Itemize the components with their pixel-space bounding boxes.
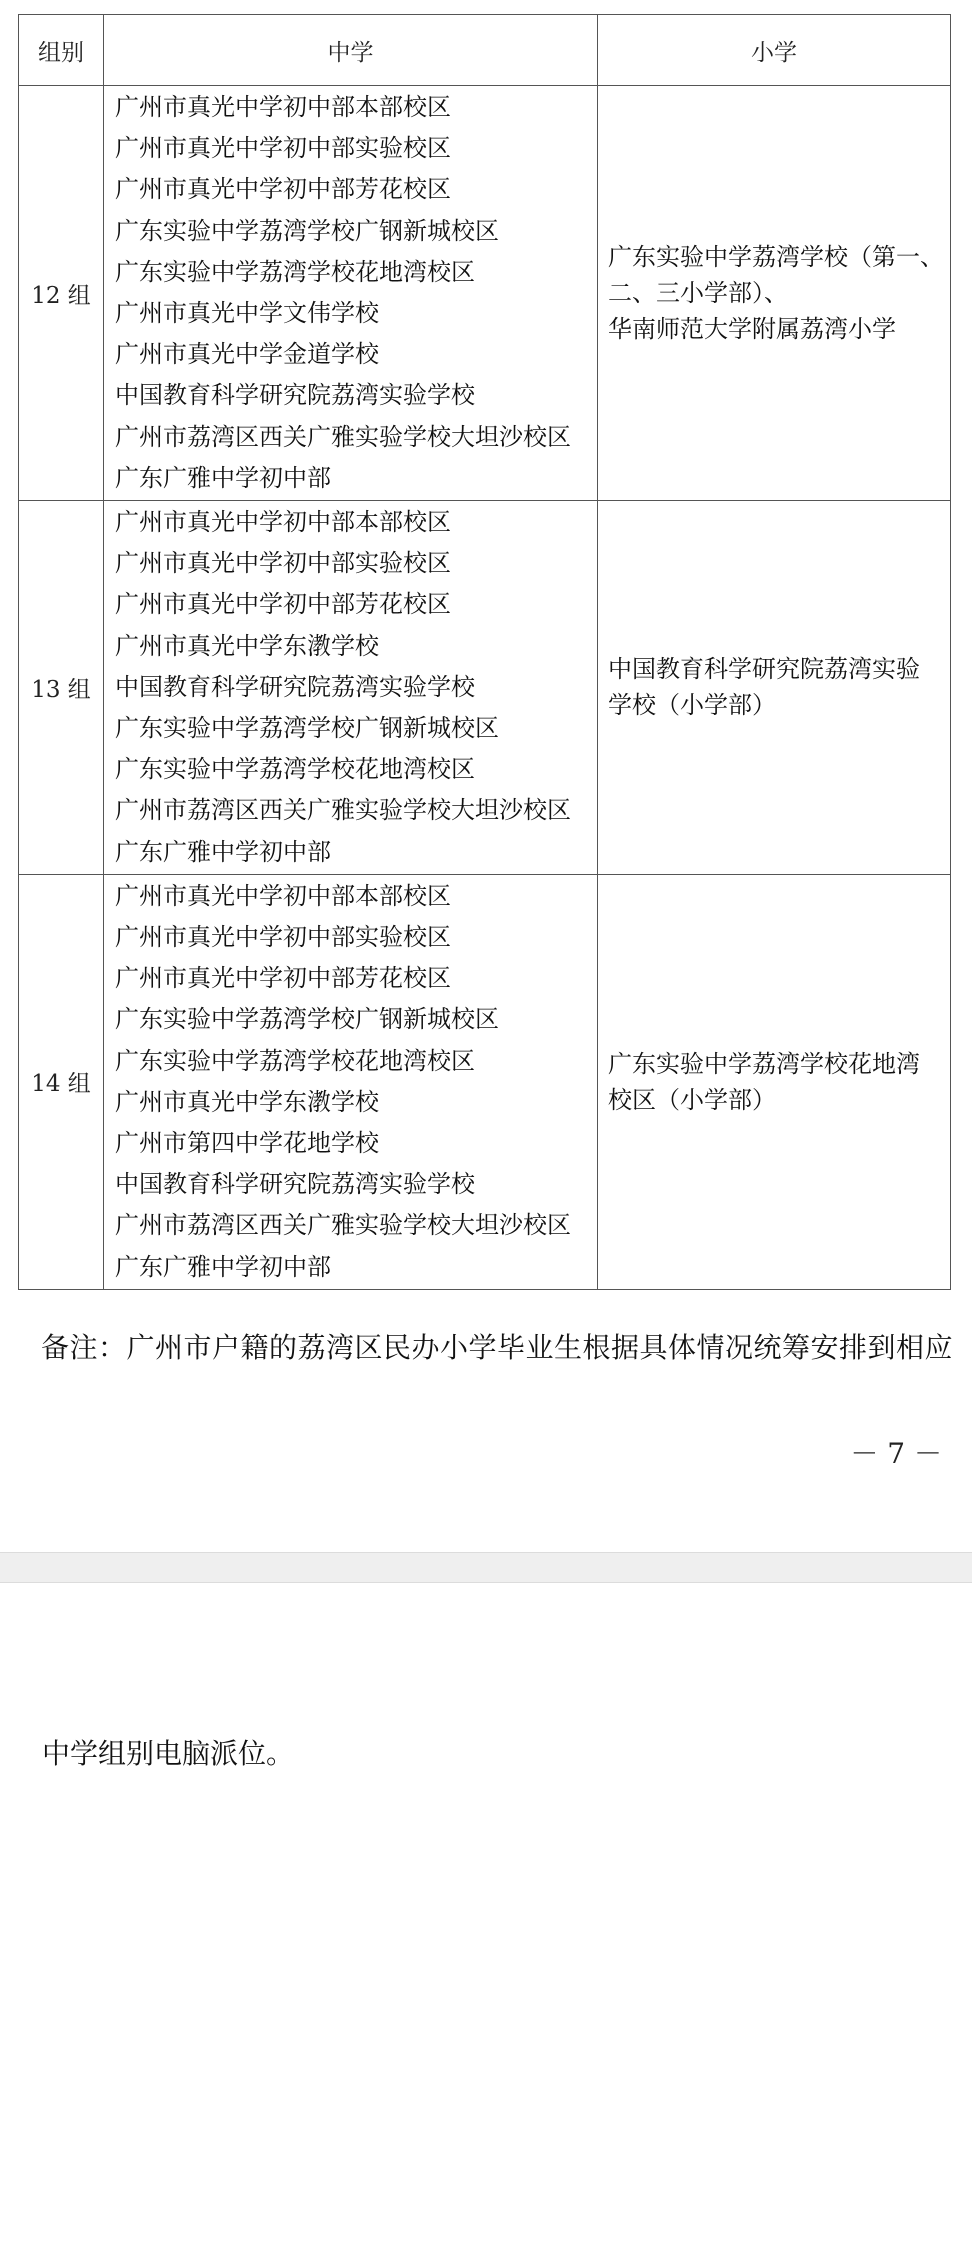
table-row xyxy=(19,501,951,875)
remark-text: 备注：广州市户籍的荔湾区民办小学毕业生根据具体情况统筹安排到相应 xyxy=(41,1331,954,1364)
middle-school-item: 广州市真光中学初中部芳花校区 xyxy=(115,964,451,993)
middle-school-item: 广东实验中学荔湾学校花地湾校区 xyxy=(115,257,475,286)
middle-school-item: 广州市真光中学初中部实验校区 xyxy=(115,549,451,578)
middle-school-item: 广州市真光中学初中部本部校区 xyxy=(115,881,451,910)
group-label: 12 组 xyxy=(19,86,104,501)
page-number: － 7 － xyxy=(850,1437,942,1470)
middle-school-item: 广州市真光中学初中部实验校区 xyxy=(115,134,451,163)
primary-school-line: 广东实验中学荔湾学校花地湾 xyxy=(608,1049,920,1078)
middle-school-list xyxy=(104,874,598,1289)
header-middle-school: 中学 xyxy=(104,15,598,86)
middle-school-item: 广州市真光中学文伟学校 xyxy=(115,299,379,328)
middle-school-item: 广州市荔湾区西关广雅实验学校大坦沙校区 xyxy=(115,796,571,825)
middle-school-list xyxy=(104,501,598,875)
middle-school-item: 广东实验中学荔湾学校广钢新城校区 xyxy=(115,714,499,743)
header-group: 组别 xyxy=(19,15,104,86)
primary-school-line: 中国教育科学研究院荔湾实验 xyxy=(608,655,920,684)
middle-school-item: 广东广雅中学初中部 xyxy=(115,837,331,866)
middle-school-item: 广东实验中学荔湾学校广钢新城校区 xyxy=(115,1005,499,1034)
middle-school-item: 广州市荔湾区西关广雅实验学校大坦沙校区 xyxy=(115,1211,571,1240)
primary-school-line: 广东实验中学荔湾学校（第一、 xyxy=(608,243,944,272)
middle-school-item: 广州市真光中学金道学校 xyxy=(115,340,379,369)
middle-school-item: 中国教育科学研究院荔湾实验学校 xyxy=(115,381,475,410)
middle-school-item: 广东广雅中学初中部 xyxy=(115,1252,331,1281)
middle-school-list xyxy=(104,86,598,501)
group-label: 14 组 xyxy=(19,874,104,1289)
middle-school-item: 广州市真光中学东漖学校 xyxy=(115,1087,379,1116)
middle-school-item: 广州市真光中学初中部芳花校区 xyxy=(115,175,451,204)
middle-school-item: 广东实验中学荔湾学校花地湾校区 xyxy=(115,1046,475,1075)
middle-school-item: 中国教育科学研究院荔湾实验学校 xyxy=(115,1170,475,1199)
middle-school-item: 广州市荔湾区西关广雅实验学校大坦沙校区 xyxy=(115,422,571,451)
primary-school-line: 二、三小学部）、 xyxy=(608,279,788,308)
school-group-table xyxy=(18,14,951,1290)
primary-school-cell xyxy=(598,501,951,875)
middle-school-item: 广州市真光中学初中部芳花校区 xyxy=(115,590,451,619)
middle-school-item: 广东广雅中学初中部 xyxy=(115,463,331,492)
middle-school-item: 广州市真光中学东漖学校 xyxy=(115,631,379,660)
group-label: 13 组 xyxy=(19,501,104,875)
primary-school-line: 华南师范大学附属荔湾小学 xyxy=(608,315,896,344)
page-separator xyxy=(0,1552,972,1583)
primary-school-cell xyxy=(598,874,951,1289)
middle-school-item: 中国教育科学研究院荔湾实验学校 xyxy=(115,672,475,701)
continuation-text: 中学组别电脑派位。 xyxy=(42,1737,295,1770)
primary-school-cell xyxy=(598,86,951,501)
document-page-next xyxy=(0,1583,972,2249)
primary-school-line: 学校（小学部） xyxy=(608,691,776,720)
middle-school-item: 广州市真光中学初中部本部校区 xyxy=(115,93,451,121)
table-header-row xyxy=(19,15,951,86)
table-row xyxy=(19,86,951,501)
middle-school-item: 广州市真光中学初中部实验校区 xyxy=(115,923,451,952)
middle-school-item: 广州市第四中学花地学校 xyxy=(115,1129,379,1158)
middle-school-item: 广东实验中学荔湾学校花地湾校区 xyxy=(115,755,475,784)
middle-school-item: 广州市真光中学初中部本部校区 xyxy=(115,508,451,537)
table-row xyxy=(19,874,951,1289)
primary-school-line: 校区（小学部） xyxy=(608,1085,776,1114)
middle-school-item: 广东实验中学荔湾学校广钢新城校区 xyxy=(115,216,499,245)
header-primary-school: 小学 xyxy=(598,15,951,86)
